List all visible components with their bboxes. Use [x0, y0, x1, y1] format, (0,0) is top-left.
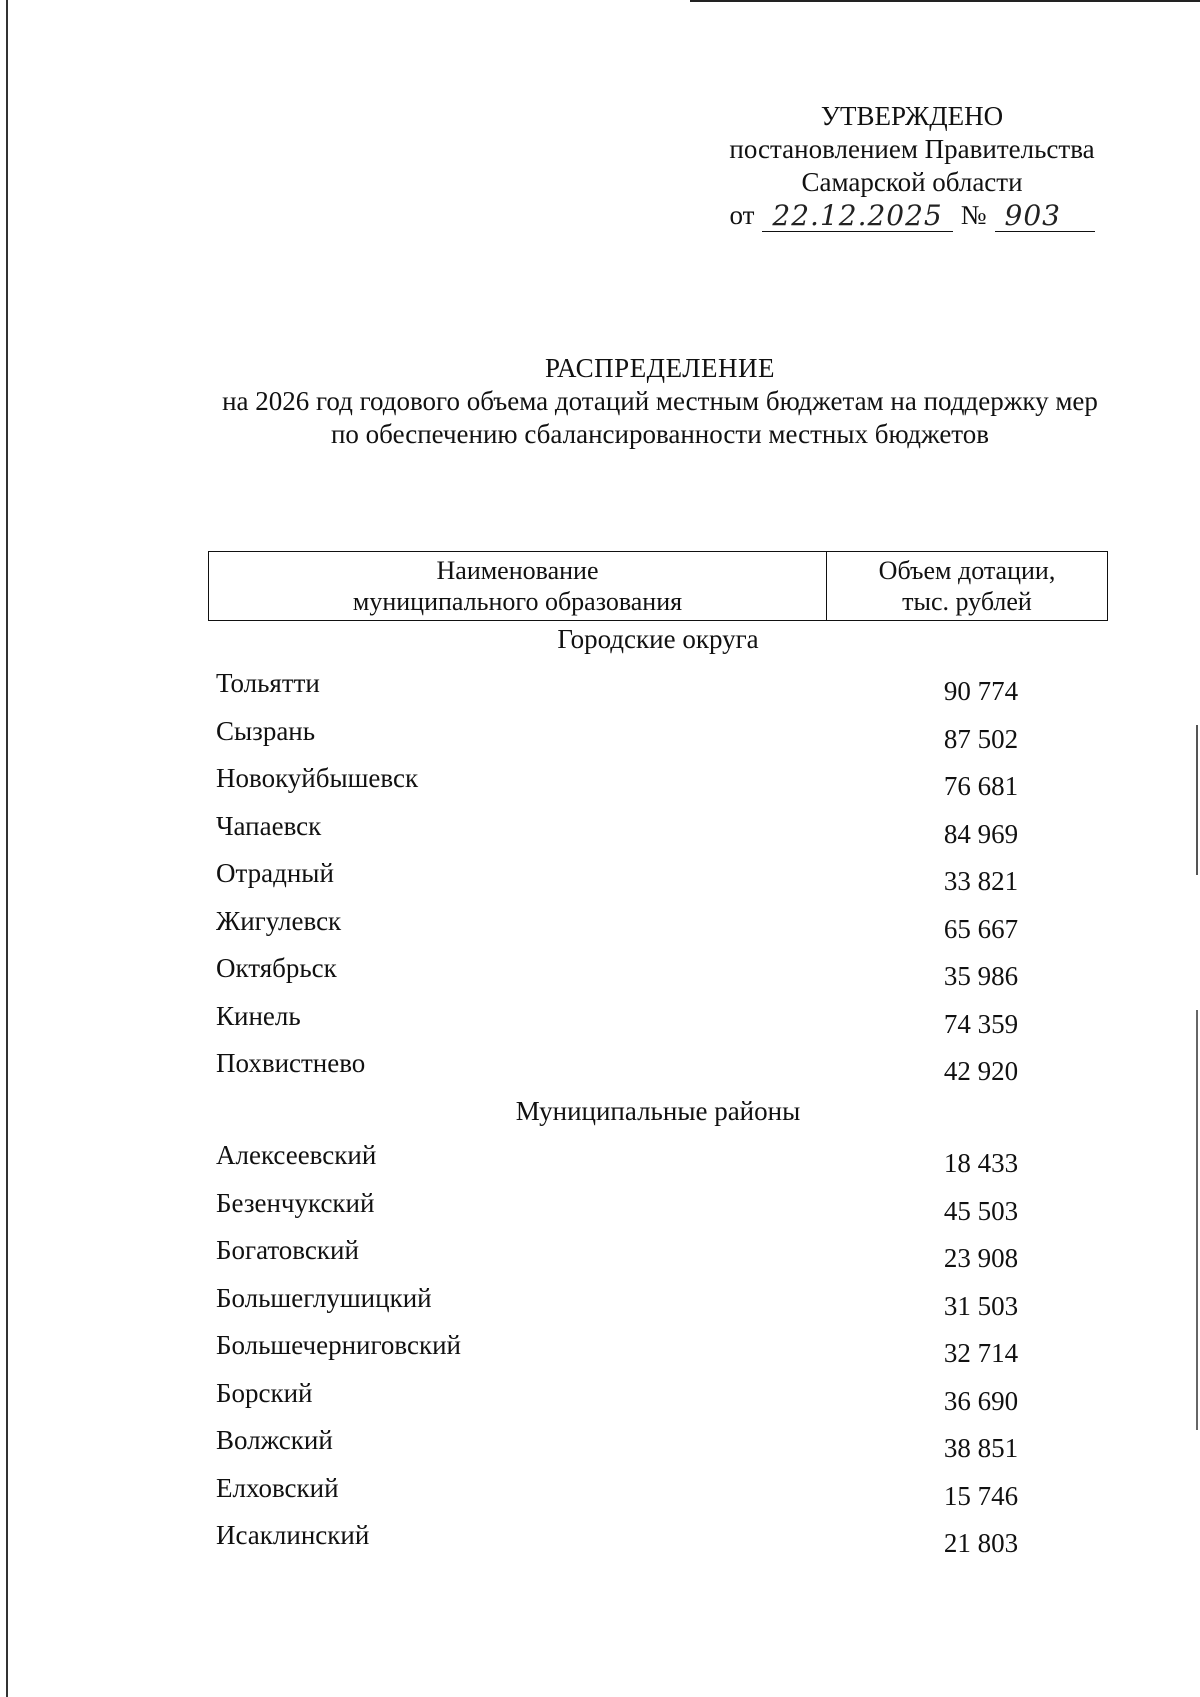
- section-title: Городские округа: [557, 624, 759, 654]
- row-name: Безенчукский: [216, 1187, 375, 1218]
- table-row: [216, 1330, 1019, 1378]
- row-value: 31 503: [943, 1290, 1019, 1321]
- row-name: Кинель: [216, 1000, 301, 1031]
- row-name: Чапаевск: [216, 810, 322, 841]
- row-value: 84 969: [943, 818, 1019, 849]
- handwritten-number: 903: [995, 201, 1095, 232]
- row-name: Алексеевский: [216, 1140, 377, 1170]
- table-row: [216, 1048, 1019, 1096]
- date-prefix: от: [729, 200, 755, 230]
- table-row: [216, 810, 1019, 859]
- row-name: Новокуйбышевск: [216, 763, 419, 793]
- row-value: 35 986: [943, 961, 1019, 991]
- row-value: 36 690: [943, 1385, 1019, 1416]
- scan-top-line: [690, 0, 1200, 2]
- table-row: [216, 1235, 1019, 1283]
- page-edge-line: [6, 0, 8, 1697]
- row-name: Волжский: [216, 1425, 333, 1455]
- approval-line-2: Самарской области: [801, 167, 1023, 197]
- column-header-value: [827, 552, 1107, 620]
- table-header: [208, 551, 1108, 621]
- table-row: [216, 858, 1019, 906]
- row-value: 65 667: [943, 913, 1019, 944]
- table-row: [216, 763, 1019, 811]
- table-row: [216, 715, 1019, 764]
- table-row: [216, 1472, 1019, 1521]
- row-value: 33 821: [943, 866, 1019, 896]
- row-value: 90 774: [943, 676, 1019, 706]
- row-name: Борский: [216, 1377, 313, 1408]
- table-row: [216, 1520, 1019, 1568]
- section-rows-municipal-districts: [216, 1140, 1019, 1568]
- row-value: 18 433: [943, 1148, 1019, 1178]
- row-name: Тольятти: [216, 668, 320, 698]
- row-value: 74 359: [943, 1008, 1019, 1039]
- table-row: [216, 1000, 1019, 1049]
- table-row: [216, 1187, 1019, 1236]
- row-name: Отрадный: [216, 858, 334, 888]
- row-name: Похвистнево: [216, 1048, 366, 1078]
- row-value: 38 851: [943, 1433, 1019, 1463]
- scan-edge-mark: [1196, 725, 1198, 875]
- column-header-value-line-2: тыс. рублей: [902, 587, 1032, 616]
- table-row: [216, 1377, 1019, 1426]
- table-row: [216, 1425, 1019, 1473]
- row-value: 42 920: [943, 1056, 1019, 1086]
- row-name: Богатовский: [216, 1235, 359, 1265]
- row-name: Исаклинский: [216, 1520, 370, 1550]
- row-value: 32 714: [943, 1338, 1019, 1368]
- row-value: 45 503: [943, 1195, 1019, 1226]
- row-value: 87 502: [943, 723, 1019, 754]
- approval-line-1: постановлением Правительства: [729, 134, 1095, 164]
- handwritten-date: 22.12.2025: [762, 201, 952, 232]
- title-line-1: на 2026 год годового объема дотаций местным бюджетам на поддержку мер: [222, 386, 1098, 416]
- table-row: [216, 1140, 1019, 1188]
- title-line-2: по обеспечению сбалансированности местных бюджетов: [330, 419, 990, 449]
- row-value: 15 746: [943, 1480, 1019, 1511]
- table-row: [216, 953, 1019, 1001]
- row-name: Сызрань: [216, 715, 316, 746]
- column-header-name: [209, 552, 827, 620]
- approval-heading: УТВЕРЖДЕНО: [820, 101, 1004, 131]
- row-name: Октябрьск: [216, 953, 337, 983]
- row-value: 76 681: [943, 771, 1019, 801]
- document-title: [120, 352, 1200, 451]
- column-header-name-line-2: муниципального образования: [352, 587, 683, 616]
- number-prefix: №: [960, 200, 987, 230]
- column-header-name-line-1: Наименование: [436, 556, 599, 585]
- table-row: [216, 905, 1019, 954]
- row-name: Большечерниговский: [216, 1330, 461, 1360]
- scan-edge-mark: [1196, 1010, 1198, 1430]
- title-heading: РАСПРЕДЕЛЕНИЕ: [544, 353, 776, 383]
- row-value: 21 803: [943, 1528, 1019, 1558]
- column-header-value-line-1: Объем дотации,: [878, 556, 1056, 585]
- table-row: [216, 668, 1019, 716]
- section-rows-city-districts: [216, 668, 1019, 1096]
- approval-stamp-block: [702, 100, 1122, 232]
- row-value: 23 908: [943, 1243, 1019, 1273]
- section-title: Муниципальные районы: [515, 1096, 801, 1126]
- row-name: Жигулевск: [216, 905, 342, 936]
- table-row: [216, 1282, 1019, 1331]
- row-name: Елховский: [216, 1472, 339, 1503]
- row-name: Большеглушицкий: [216, 1282, 432, 1313]
- approval-date-line: [702, 199, 1122, 232]
